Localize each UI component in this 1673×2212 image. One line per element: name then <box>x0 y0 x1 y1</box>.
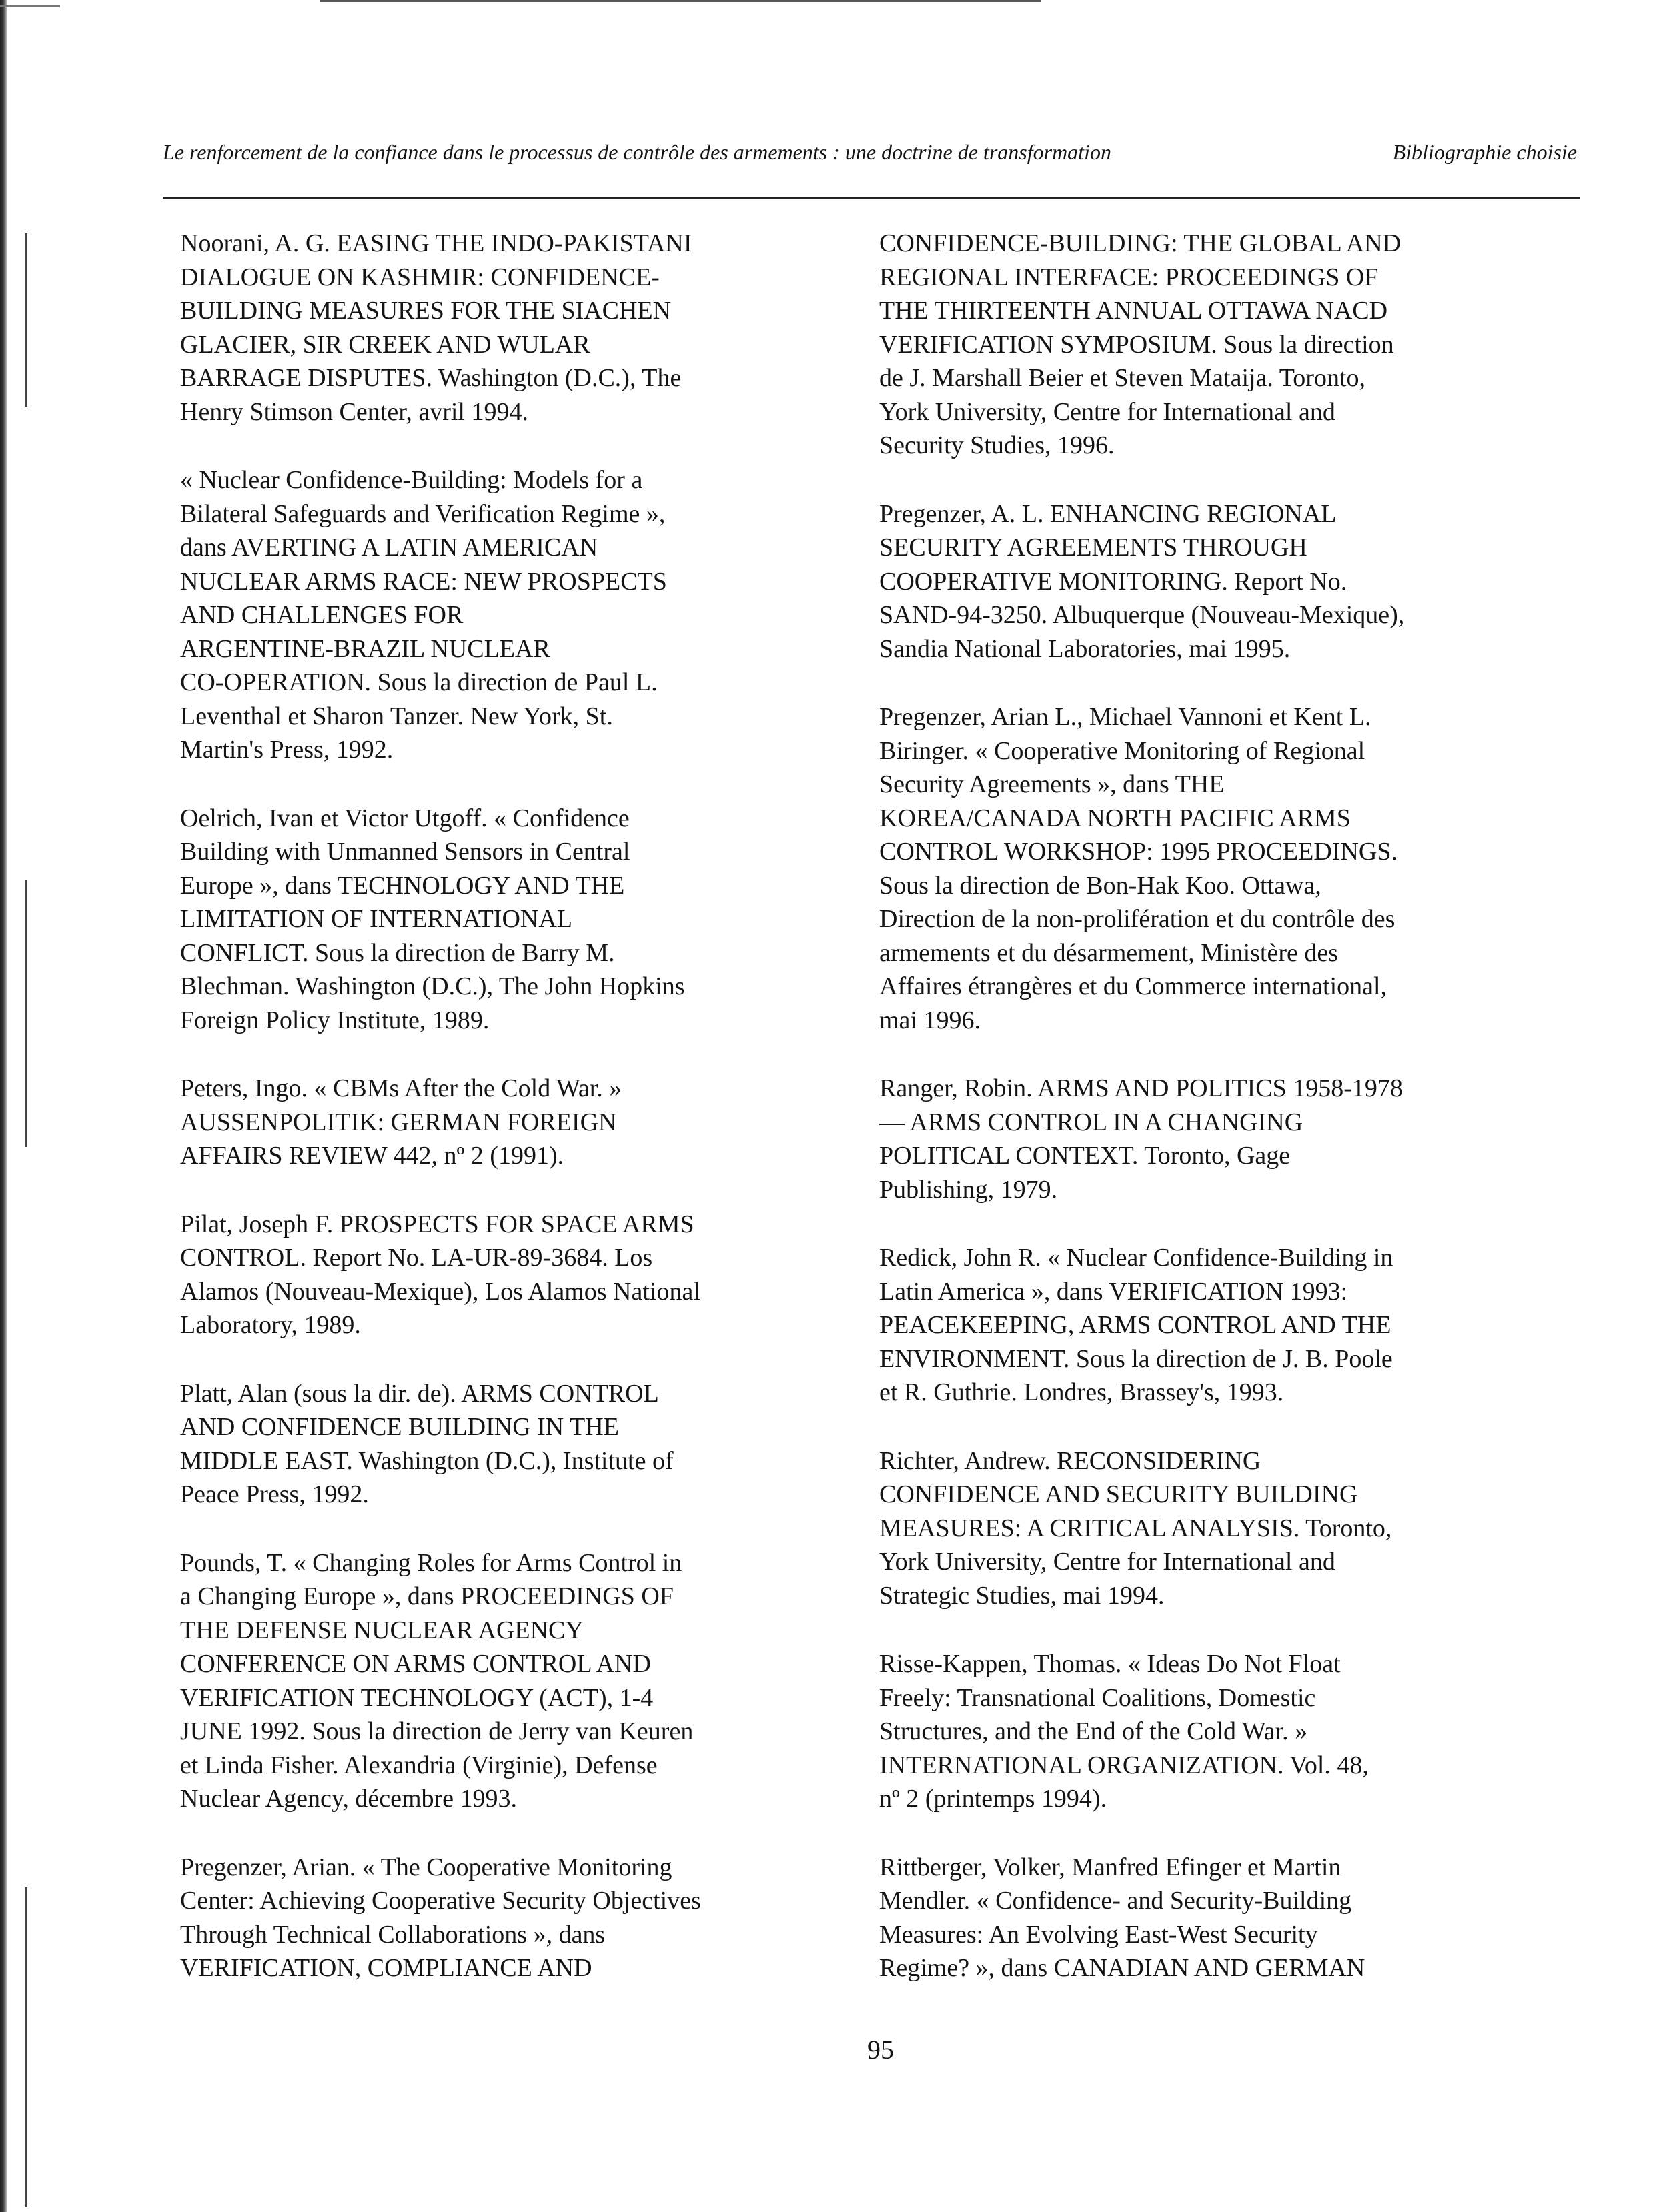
entry-line: Rittberger, Volker, Manfred Efinger et Martin <box>879 1853 1341 1881</box>
entry-line: Alamos (Nouveau-Mexique), Los Alamos National <box>180 1277 700 1306</box>
entry-line: Pilat, Joseph F. PROSPECTS FOR SPACE ARMS <box>180 1210 694 1238</box>
entry-line: BUILDING MEASURES FOR THE SIACHEN <box>180 297 672 325</box>
scan-binding-mark <box>25 880 27 1147</box>
entry-line: Affaires étrangères et du Commerce international, <box>879 972 1387 1000</box>
entry-line: « Nuclear Confidence-Building: Models for a <box>180 466 643 494</box>
entry-line: PEACEKEEPING, ARMS CONTROL AND THE <box>879 1311 1391 1339</box>
bibliography-entry <box>180 1851 820 1985</box>
entry-line: Publishing, 1979. <box>879 1175 1058 1204</box>
entry-line: AND CONFIDENCE BUILDING IN THE <box>180 1413 619 1441</box>
entry-line: SECURITY AGREEMENTS THROUGH <box>879 533 1307 562</box>
scan-binding-edge <box>0 0 7 2212</box>
bibliography-entry <box>180 802 820 1038</box>
entry-line: POLITICAL CONTEXT. Toronto, Gage <box>879 1142 1291 1170</box>
entry-line: JUNE 1992. Sous la direction de Jerry van Keuren <box>180 1717 694 1745</box>
entry-line: Martin's Press, 1992. <box>180 736 394 764</box>
entry-line: ARGENTINE-BRAZIL NUCLEAR <box>180 634 550 663</box>
bibliography-entry <box>879 1851 1520 1985</box>
entry-line: mai 1996. <box>879 1006 981 1034</box>
bibliography-entry <box>879 700 1520 1037</box>
entry-line: York University, Centre for International and <box>879 1548 1335 1576</box>
entry-line: CONFLICT. Sous la direction de Barry M. <box>180 938 615 967</box>
entry-line: Building with Unmanned Sensors in Central <box>180 838 630 866</box>
entry-line: CONTROL. Report No. LA-UR-89-3684. Los <box>180 1244 653 1272</box>
entry-line: Leventhal et Sharon Tanzer. New York, St. <box>180 702 613 730</box>
entry-line: INTERNATIONAL ORGANIZATION. Vol. 48, <box>879 1751 1369 1779</box>
entry-line: CONTROL WORKSHOP: 1995 PROCEEDINGS. <box>879 838 1398 866</box>
entry-line: Bilateral Safeguards and Verification Regime », <box>180 499 666 528</box>
scan-top-rule-left <box>0 5 60 7</box>
entry-line: Regime? », dans CANADIAN AND GERMAN <box>879 1954 1365 1982</box>
bibliography-entry <box>180 463 820 767</box>
entry-line: Oelrich, Ivan et Victor Utgoff. « Confidence <box>180 804 630 832</box>
entry-line: VERIFICATION, COMPLIANCE AND <box>180 1954 592 1982</box>
bibliography-entry <box>879 1072 1520 1206</box>
entry-line: Center: Achieving Cooperative Security Objectives <box>180 1887 701 1915</box>
bibliography-entry <box>879 1647 1520 1816</box>
entry-line: Pregenzer, Arian L., Michael Vannoni et Kent L. <box>879 703 1371 731</box>
bibliography-entry <box>180 1546 820 1816</box>
entry-line: Peace Press, 1992. <box>180 1480 369 1508</box>
entry-line: AND CHALLENGES FOR <box>180 601 464 629</box>
entry-line: VERIFICATION SYMPOSIUM. Sous la direction <box>879 330 1394 359</box>
entry-line: Freely: Transnational Coalitions, Domestic <box>879 1683 1316 1712</box>
entry-line: Blechman. Washington (D.C.), The John Hopkins <box>180 972 685 1000</box>
entry-line: COOPERATIVE MONITORING. Report No. <box>879 567 1347 596</box>
entry-line: Redick, John R. « Nuclear Confidence-Building in <box>879 1244 1393 1272</box>
entry-line: dans AVERTING A LATIN AMERICAN <box>180 533 598 562</box>
entry-line: DIALOGUE ON KASHMIR: CONFIDENCE- <box>180 263 660 291</box>
entry-line: REGIONAL INTERFACE: PROCEEDINGS OF <box>879 263 1379 291</box>
entry-line: Pregenzer, A. L. ENHANCING REGIONAL <box>879 499 1337 528</box>
entry-line: Henry Stimson Center, avril 1994. <box>180 397 528 426</box>
entry-line: Platt, Alan (sous la dir. de). ARMS CONTROL <box>180 1379 659 1408</box>
bibliography-entry <box>180 1072 820 1173</box>
entry-line: Security Studies, 1996. <box>879 431 1115 459</box>
running-header <box>163 140 1577 180</box>
entry-line: Noorani, A. G. EASING THE INDO-PAKISTANI <box>180 229 692 257</box>
entry-line: AUSSENPOLITIK: GERMAN FOREIGN <box>180 1108 617 1136</box>
running-header-section: Bibliographie choisie <box>1392 140 1577 164</box>
entry-line: Direction de la non-prolifération et du contrôle des <box>879 905 1396 933</box>
entry-line: Ranger, Robin. ARMS AND POLITICS 1958-1978 <box>879 1074 1403 1102</box>
entry-line: Foreign Policy Institute, 1989. <box>180 1006 490 1034</box>
entry-line: Strategic Studies, mai 1994. <box>879 1581 1165 1610</box>
page-number: 95 <box>867 2035 894 2065</box>
entry-line: CO-OPERATION. Sous la direction de Paul L. <box>180 668 658 696</box>
entry-line: Richter, Andrew. RECONSIDERING <box>879 1446 1261 1475</box>
entry-line: et R. Guthrie. Londres, Brassey's, 1993. <box>879 1378 1284 1406</box>
entry-line: THE DEFENSE NUCLEAR AGENCY <box>180 1616 584 1644</box>
entry-line: LIMITATION OF INTERNATIONAL <box>180 905 572 933</box>
entry-line: et Linda Fisher. Alexandria (Virginie), Defense <box>180 1751 658 1779</box>
bibliography-entry <box>879 1444 1520 1613</box>
entry-line: CONFIDENCE AND SECURITY BUILDING <box>879 1480 1358 1508</box>
entry-line: armements et du désarmement, Ministère des <box>879 938 1339 967</box>
entry-line: Through Technical Collaborations », dans <box>180 1920 606 1949</box>
entry-line: Structures, and the End of the Cold War. » <box>879 1717 1308 1745</box>
entry-line: VERIFICATION TECHNOLOGY (ACT), 1-4 <box>180 1683 654 1712</box>
entry-line: Pregenzer, Arian. « The Cooperative Monitoring <box>180 1853 672 1881</box>
entry-line: Latin America », dans VERIFICATION 1993: <box>879 1277 1348 1306</box>
entry-line: Europe », dans TECHNOLOGY AND THE <box>180 871 625 900</box>
entry-line: CONFIDENCE-BUILDING: THE GLOBAL AND <box>879 229 1402 257</box>
header-rule <box>163 197 1580 199</box>
scan-top-rule <box>320 0 1041 2</box>
entry-line: — ARMS CONTROL IN A CHANGING <box>879 1108 1303 1136</box>
entry-line: Pounds, T. « Changing Roles for Arms Control in <box>180 1548 682 1577</box>
right-column <box>879 227 1520 2020</box>
entry-line: Security Agreements », dans THE <box>879 770 1225 798</box>
entry-line: KOREA/CANADA NORTH PACIFIC ARMS <box>879 804 1351 832</box>
bibliography-entry <box>180 1377 820 1512</box>
entry-line: a Changing Europe », dans PROCEEDINGS OF <box>180 1582 674 1610</box>
entry-line: NUCLEAR ARMS RACE: NEW PROSPECTS <box>180 567 667 596</box>
entry-line: Biringer. « Cooperative Monitoring of Regional <box>879 736 1365 765</box>
bibliography-entry <box>879 227 1520 463</box>
entry-line: Peters, Ingo. « CBMs After the Cold War. » <box>180 1074 622 1102</box>
left-column <box>180 227 820 2020</box>
entry-line: AFFAIRS REVIEW 442, nº 2 (1991). <box>180 1142 564 1170</box>
entry-line: de J. Marshall Beier et Steven Mataija. Toronto, <box>879 364 1366 392</box>
running-header-title: Le renforcement de la confiance dans le processus de contrôle des armements : une doctrine de transformation <box>163 140 1111 164</box>
entry-line: Sous la direction de Bon-Hak Koo. Ottawa, <box>879 871 1321 900</box>
entry-line: Measures: An Evolving East-West Security <box>879 1920 1318 1949</box>
entry-line: GLACIER, SIR CREEK AND WULAR <box>180 330 590 359</box>
entry-line: Risse-Kappen, Thomas. « Ideas Do Not Float <box>879 1650 1341 1678</box>
entry-line: Nuclear Agency, décembre 1993. <box>180 1785 518 1813</box>
entry-line: CONFERENCE ON ARMS CONTROL AND <box>180 1650 651 1678</box>
entry-line: BARRAGE DISPUTES. Washington (D.C.), The <box>180 364 682 392</box>
scan-binding-mark <box>25 1887 27 2207</box>
entry-line: SAND-94-3250. Albuquerque (Nouveau-Mexique), <box>879 601 1405 629</box>
entry-line: THE THIRTEENTH ANNUAL OTTAWA NACD <box>879 297 1388 325</box>
bibliography-entry <box>879 497 1520 666</box>
entry-line: Laboratory, 1989. <box>180 1311 361 1339</box>
bibliography-entry <box>180 227 820 429</box>
entry-line: Mendler. « Confidence- and Security-Building <box>879 1887 1352 1915</box>
entry-line: MEASURES: A CRITICAL ANALYSIS. Toronto, <box>879 1514 1392 1542</box>
bibliography-entry <box>180 1208 820 1342</box>
entry-line: Sandia National Laboratories, mai 1995. <box>879 634 1291 663</box>
entry-line: nº 2 (printemps 1994). <box>879 1785 1107 1813</box>
bibliography-entry <box>879 1241 1520 1410</box>
entry-line: York University, Centre for International and <box>879 397 1335 426</box>
entry-line: MIDDLE EAST. Washington (D.C.), Institute of <box>180 1446 674 1475</box>
entry-line: ENVIRONMENT. Sous la direction de J. B. Poole <box>879 1344 1393 1373</box>
scan-binding-mark <box>25 233 27 407</box>
